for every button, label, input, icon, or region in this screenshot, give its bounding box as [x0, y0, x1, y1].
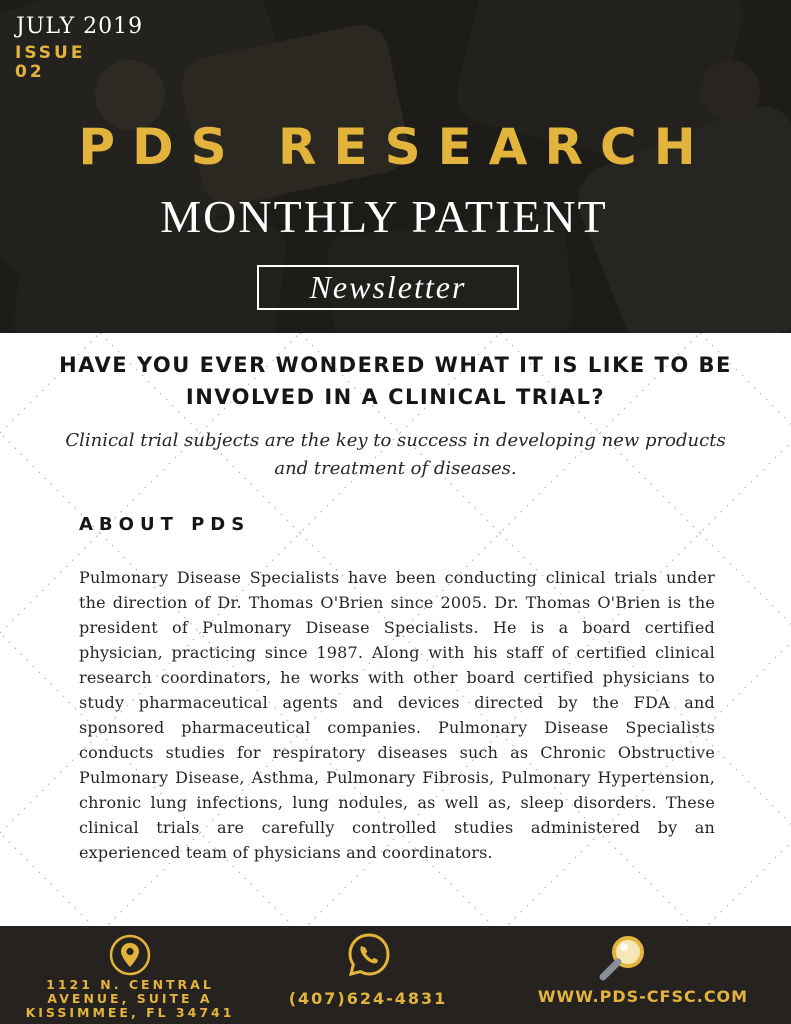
issue-label: ISSUE [15, 43, 86, 63]
newsletter-title: PDS RESEARCH [78, 118, 713, 176]
footer-address [10, 978, 250, 1020]
location-pin-icon [109, 934, 151, 976]
header-banner [0, 0, 791, 333]
address-line: 1121 N. CENTRAL [46, 977, 214, 992]
issue-value: 02 [15, 62, 45, 82]
tagline: Clinical trial subjects are the key to success in developing new products and treatment of diseases. [65, 430, 726, 479]
footer-phone[interactable]: (407)624-4831 [288, 989, 448, 1008]
address-line: KISSIMMEE, FL 34741 [25, 1005, 235, 1020]
search-icon [597, 932, 649, 984]
address-line: AVENUE, SUITE A [47, 991, 213, 1006]
newsletter-label: Newsletter [309, 269, 467, 305]
footer-website-link[interactable]: WWW.PDS-CFSC.COM [537, 987, 749, 1006]
issue-number [15, 44, 125, 82]
newsletter-subtitle: MONTHLY PATIENT [160, 191, 608, 242]
about-paragraph: Pulmonary Disease Specialists have been conducting clinical trials under the direction of Dr. Thomas O'Brien since 2005. Dr. Thomas O'Brien is the president of Pulmonary Disease Specialists. He is a board certified physician, practicing since 1987. Along with his staff of certified clinical research coordinators, he works with other board certified physicians to study pharmaceutical agents and devices directed by the FDA and sponsored pharmaceutical companies. Pulmonary Disease Specialists conducts studies for respiratory diseases such as Chronic Obstructive Pulmonary Disease, Asthma, Pulmonary Fibrosis, Pulmonary Hypertension, chronic lung infections, lung nodules, as well as, sleep disorders. These clinical trials are carefully controlled studies administered by an experienced team of physicians and coordinators. [79, 568, 715, 862]
section-heading: ABOUT PDS [79, 514, 251, 535]
phone-icon [346, 932, 392, 978]
issue-date: JULY 2019 [16, 14, 144, 39]
headline-question: HAVE YOU EVER WONDERED WHAT IT IS LIKE TO BE INVOLVED IN A CLINICAL TRIAL? [59, 353, 732, 409]
newsletter-badge [257, 265, 519, 310]
